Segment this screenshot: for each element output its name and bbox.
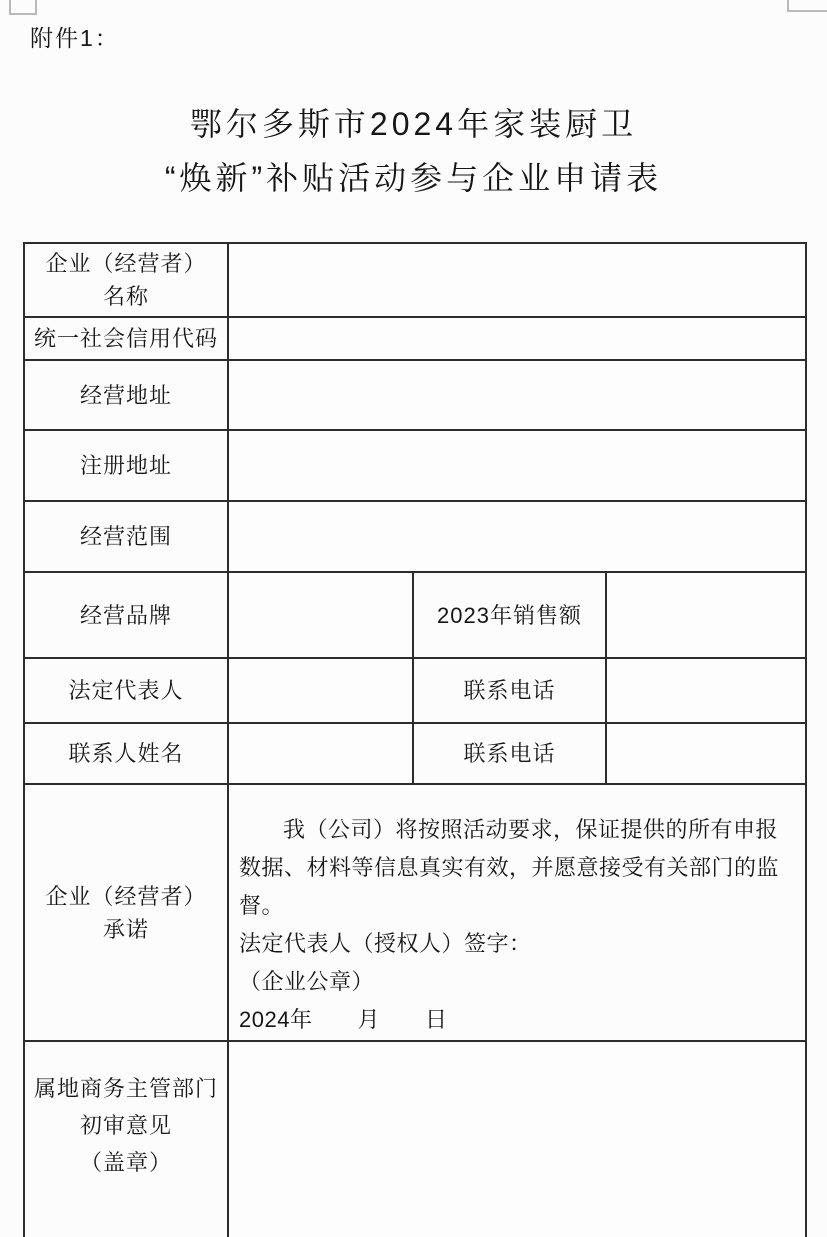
credit-code-field[interactable] bbox=[228, 317, 806, 360]
business-address-field[interactable] bbox=[228, 360, 806, 430]
sales-2023-label: 2023年销售额 bbox=[413, 572, 606, 658]
commitment-label bbox=[24, 784, 228, 1041]
label-line: 属地商务主管部门 bbox=[33, 1076, 218, 1101]
legal-rep-phone-field[interactable] bbox=[606, 658, 806, 723]
table-row-credit-code bbox=[24, 317, 806, 360]
credit-code-label: 统一社会信用代码 bbox=[24, 317, 228, 360]
contact-name-field[interactable] bbox=[228, 723, 413, 784]
sales-2023-field[interactable] bbox=[606, 572, 806, 658]
commitment-signature-line: 法定代表人（授权人）签字： bbox=[239, 931, 532, 956]
business-address-label: 经营地址 bbox=[24, 360, 228, 430]
business-scope-label: 经营范围 bbox=[24, 501, 228, 572]
label-line: 初审意见 bbox=[79, 1113, 172, 1138]
label-line: 名称 bbox=[102, 284, 149, 309]
table-row-commitment bbox=[24, 784, 806, 1041]
page-title bbox=[0, 97, 827, 205]
legal-rep-label: 法定代表人 bbox=[24, 658, 228, 723]
label-line: （盖章） bbox=[79, 1150, 172, 1175]
page-corner-mark-left bbox=[9, 0, 37, 15]
attachment-label: 附件1： bbox=[30, 25, 120, 51]
commitment-paragraph: 我（公司）将按照活动要求，保证提供的所有申报数据、材料等信息真实有效，并愿意接受有关部门的监督。 bbox=[239, 817, 780, 918]
business-scope-field[interactable] bbox=[228, 501, 806, 572]
review-opinion-field[interactable] bbox=[228, 1041, 806, 1237]
table-row-legal-rep bbox=[24, 658, 806, 723]
label-line: 企业（经营者） bbox=[45, 251, 207, 276]
page-title-line2: “焕新”补贴活动参与企业申请表 bbox=[164, 160, 663, 196]
table-row-brand-sales bbox=[24, 572, 806, 658]
label-line: 承诺 bbox=[102, 916, 149, 942]
registered-address-field[interactable] bbox=[228, 430, 806, 501]
page-title-line1: 鄂尔多斯市2024年家装厨卫 bbox=[189, 106, 638, 142]
brand-label: 经营品牌 bbox=[24, 572, 228, 658]
label-line: 企业（经营者） bbox=[45, 883, 207, 909]
legal-rep-field[interactable] bbox=[228, 658, 413, 723]
application-form-table bbox=[23, 242, 807, 1237]
commitment-content-cell[interactable] bbox=[228, 784, 806, 1041]
table-row-review-opinion bbox=[24, 1041, 806, 1237]
review-opinion-label bbox=[24, 1041, 228, 1237]
page-corner-mark-right bbox=[787, 0, 827, 12]
brand-field[interactable] bbox=[228, 572, 413, 658]
registered-address-label: 注册地址 bbox=[24, 430, 228, 501]
contact-name-label: 联系人姓名 bbox=[24, 723, 228, 784]
table-row-business-scope bbox=[24, 501, 806, 572]
table-row-registered-address bbox=[24, 430, 806, 501]
table-row-business-address bbox=[24, 360, 806, 430]
table-row-company-name bbox=[24, 243, 806, 317]
legal-rep-phone-label: 联系电话 bbox=[413, 658, 606, 723]
table-row-contact bbox=[24, 723, 806, 784]
company-name-label bbox=[24, 243, 228, 317]
contact-phone-label: 联系电话 bbox=[413, 723, 606, 784]
commitment-seal-line: （企业公章） bbox=[239, 969, 375, 994]
commitment-date-line: 2024年 月 日 bbox=[239, 1007, 448, 1032]
company-name-field[interactable] bbox=[228, 243, 806, 317]
contact-phone-field[interactable] bbox=[606, 723, 806, 784]
